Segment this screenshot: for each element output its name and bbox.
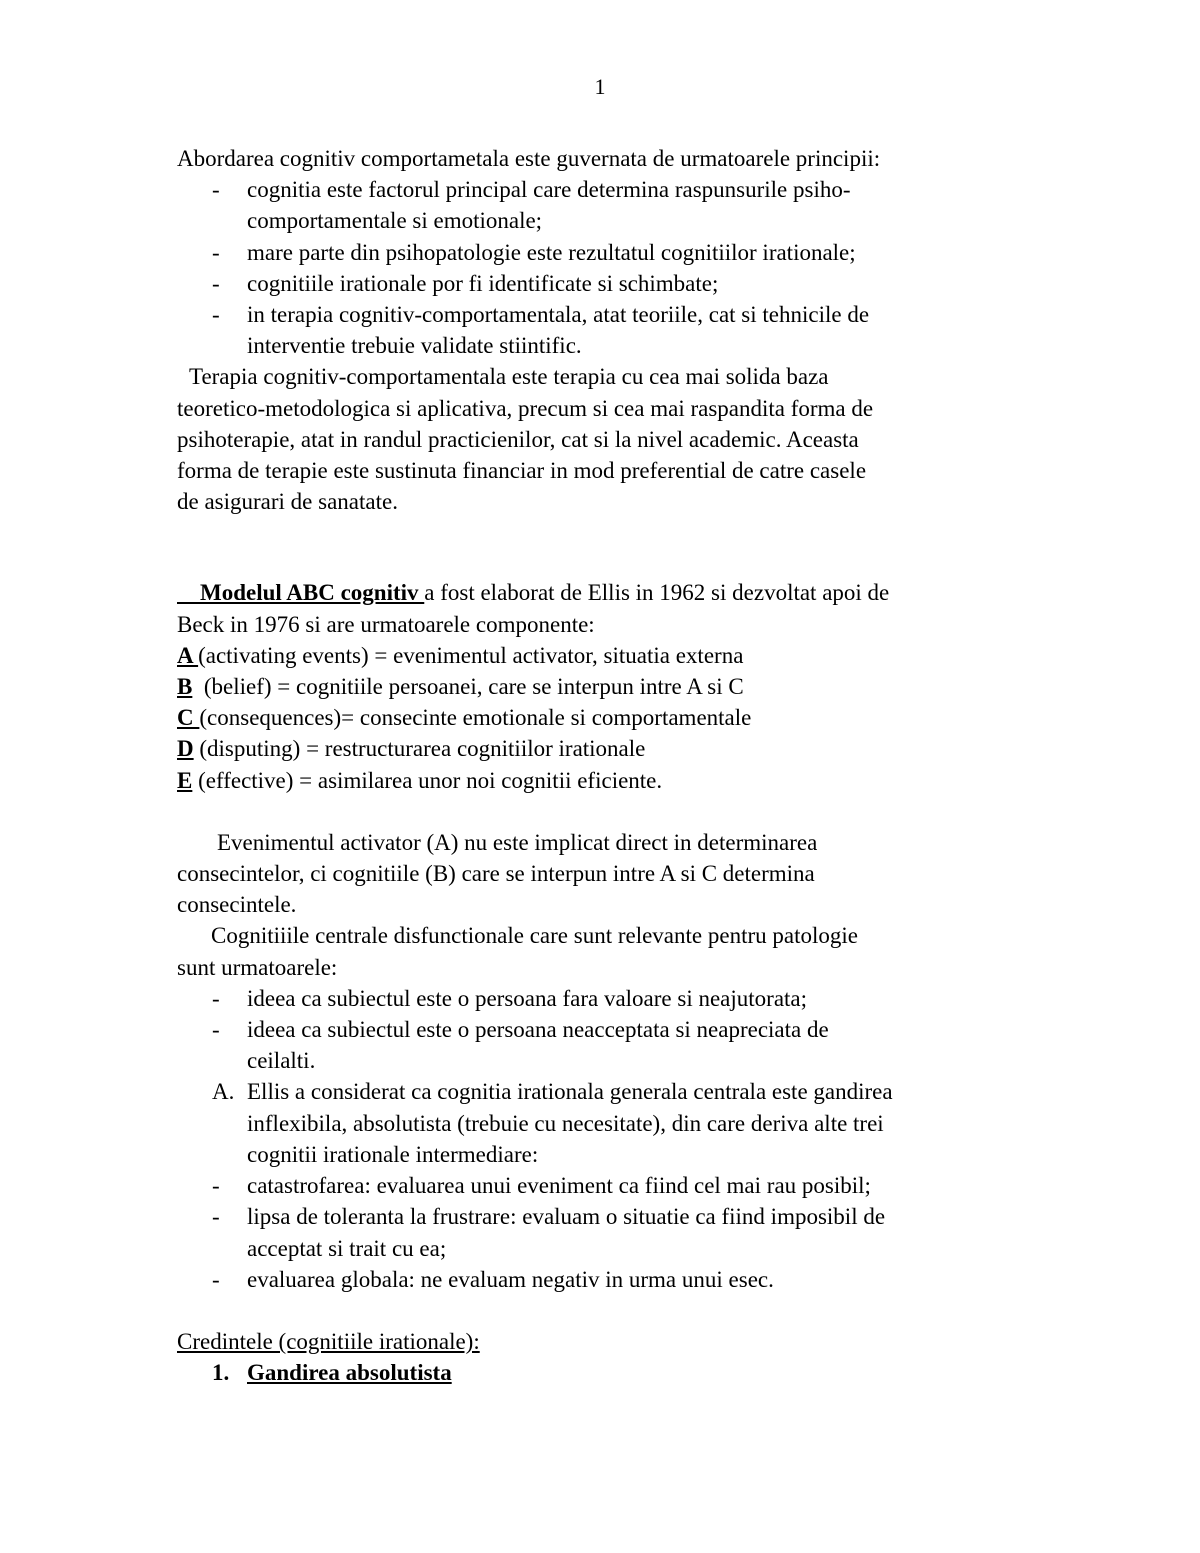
page-number: 1 (594, 74, 606, 99)
list-item-ellis: A. Ellis a considerat ca cognitia irationala generala centrala este gandirea inflexibila, absolutista (trebuie cu necesitate), din care deriva alte trei cognitii irationale intermediare: (212, 1079, 893, 1167)
bullet-dash: - (212, 1173, 220, 1199)
central-cognitions-list (177, 983, 1047, 1295)
bullet-dash: - (212, 985, 220, 1011)
abc-component-a: A (activating events) = evenimentul activator, situatia externa (177, 642, 744, 668)
bullet-dash: - (212, 239, 220, 265)
list-item: - lipsa de toleranta la frustrare: evaluam o situatie ca fiind imposibil de acceptat si trait cu ea; (177, 1201, 1047, 1263)
intro-line: Abordarea cognitiv comportametala este guvernata de urmatoarele principii: (177, 146, 881, 171)
list-item: - mare parte din psihopatologie este rezultatul cognitiilor irationale; (177, 237, 1047, 268)
bullet-dash: - (212, 1204, 220, 1230)
list-item: - evaluarea globala: ne evaluam negativ in urma unui esec. (177, 1264, 1047, 1295)
list-item: - catastrofarea: evaluarea unui eveniment ca fiind cel mai rau posibil; (177, 1170, 1047, 1201)
abc-component-d: D (disputing) = restructurarea cognitiilor irationale (177, 736, 646, 762)
abc-model-title: Modelul ABC cognitiv (200, 580, 425, 606)
list-item: - cognitiile irationale por fi identificate si schimbate; (177, 268, 1047, 299)
principles-list (177, 174, 1047, 361)
list-item: - ideea ca subiectul este o persoana neacceptata si neapreciata de ceilalti. (177, 1014, 1047, 1076)
list-item: - in terapia cognitiv-comportamentala, atat teoriile, cat si tehnicile de interventie trebuie validate stiintific. (177, 299, 1047, 361)
document-body (177, 143, 1047, 1388)
bullet-dash: - (212, 177, 220, 203)
bullet-dash: - (212, 1266, 220, 1292)
bullet-dash: - (212, 302, 220, 328)
central-paragraph: Cognitiiile centrale disfunctionale care sunt relevante pentru patologie sunt urmatoarele: (177, 923, 858, 980)
abc-component-b: B (belief) = cognitiile persoanei, care se interpun intre A si C (177, 674, 744, 700)
abc-model-section: Modelul ABC cognitiv a fost elaborat de Ellis in 1962 si dezvoltat apoi de Beck in 1976 si are urmatoarele componente: A (activating events) = evenimentul activator, situatia externa B (belief) = cognitiile persoanei, care se interpun intre A si C C (consequences)= consecinte emotionale si comportamentale D (disputing) = restructurarea cognitiilor irationale E (effective) = asimilarea unor noi cognitii eficiente. (177, 577, 1047, 795)
event-paragraph: Evenimentul activator (A) nu este implicat direct in determinarea consecintelor, ci cognitiile (B) care se interpun intre A si C determina consecintele. (177, 829, 818, 918)
beliefs-heading: Credintele (cognitiile irationale): (177, 1328, 480, 1354)
list-item: - cognitia este factorul principal care determina raspunsurile psiho- comportamentale si emotionale; (177, 174, 1047, 236)
bullet-dash: - (212, 1017, 220, 1043)
abc-component-e: E (effective) = asimilarea unor noi cognitii eficiente. (177, 767, 663, 793)
numbered-item: 1. Gandirea absolutista (212, 1360, 452, 1386)
abc-component-c: C (consequences)= consecinte emotionale si comportamentale (177, 705, 752, 731)
therapy-paragraph: Terapia cognitiv-comportamentala este terapia cu cea mai solida baza teoretico-metodologica si aplicativa, precum si cea mai raspandita forma de psihoterapie, atat in randul practicienilor, cat si la nivel academic. Aceasta forma de terapie este sustinuta financiar in mod preferential de catre casele de asigurari de sanatate. (177, 364, 874, 515)
bullet-dash: - (212, 270, 220, 296)
list-item: - ideea ca subiectul este o persoana fara valoare si neajutorata; (177, 983, 1047, 1014)
